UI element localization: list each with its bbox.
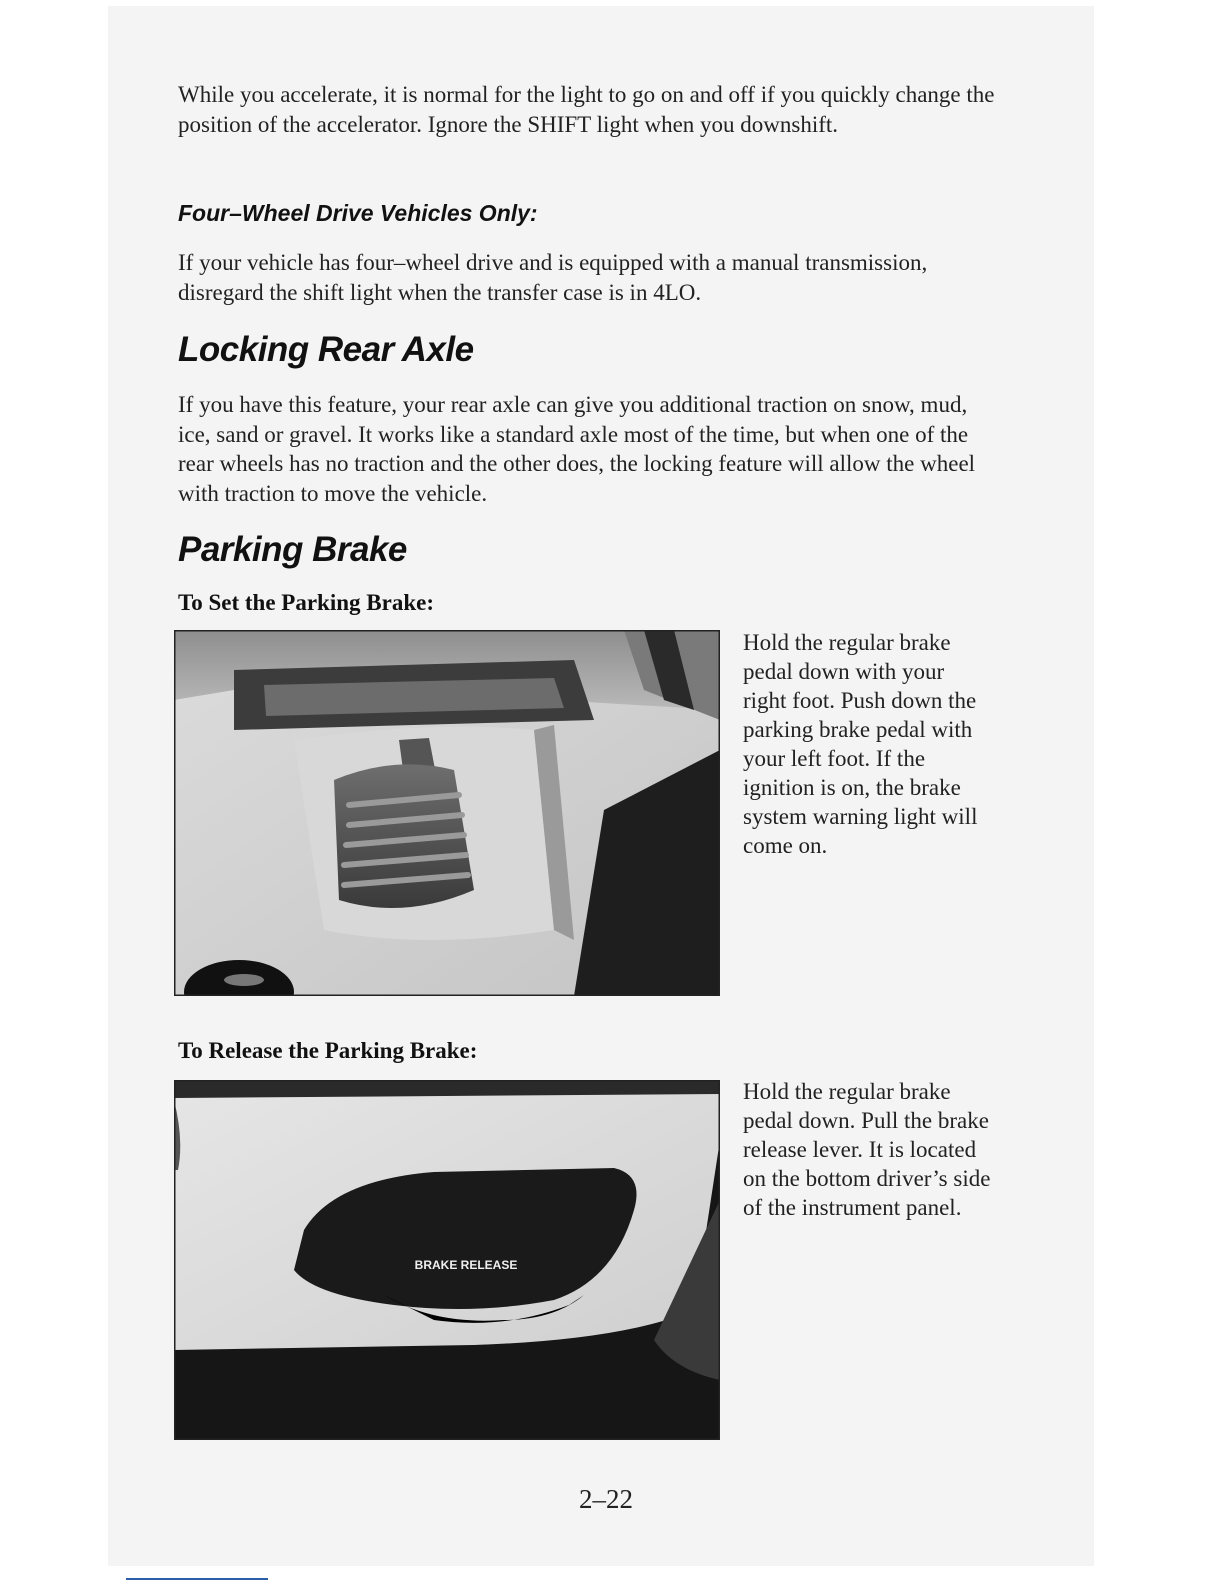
intro-paragraph: While you accelerate, it is normal for the light to go on and off if you quickly change the position of the accelerator. Ignore the SHIFT light when you downshift.: [178, 82, 995, 137]
parking-brake-pedal-photo: [174, 630, 720, 996]
release-parking-brake-instructions: Hold the regular brake pedal down. Pull the brake release lever. It is located on the bottom driver’s side of the instrument panel.: [743, 1079, 991, 1220]
release-parking-brake-subheading: To Release the Parking Brake:: [178, 1038, 478, 1063]
scan-edge-line: [126, 1578, 268, 1580]
locking-rear-axle-paragraph: If you have this feature, your rear axle can give you additional traction on snow, mud, ice, sand or gravel. It works like a standard axle most of the time, but when one of the rear wheels has no traction and the other does, the locking feature will allow the wheel with traction to move the vehicle.: [178, 392, 976, 506]
brake-release-label: BRAKE RELEASE: [414, 1258, 518, 1272]
page-number: 2–22: [579, 1484, 633, 1514]
brake-release-lever-photo: [174, 1080, 720, 1440]
four-wheel-drive-paragraph: If your vehicle has four–wheel drive and is equipped with a manual transmission, disregard the shift light when the transfer case is in 4LO.: [178, 250, 928, 305]
set-parking-brake-instructions: Hold the regular brake pedal down with your right foot. Push down the parking brake pedal with your left foot. If the ignition is on, the brake system warning light will come on.: [743, 630, 978, 858]
set-parking-brake-subheading: To Set the Parking Brake:: [178, 590, 434, 615]
parking-brake-heading: Parking Brake: [178, 530, 407, 569]
four-wheel-drive-heading: Four–Wheel Drive Vehicles Only:: [178, 200, 538, 226]
locking-rear-axle-heading: Locking Rear Axle: [178, 330, 474, 369]
